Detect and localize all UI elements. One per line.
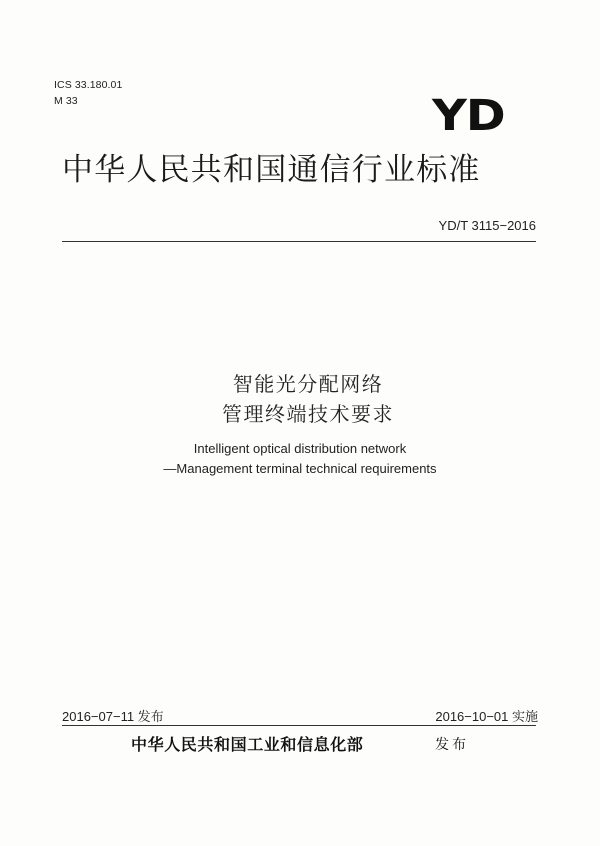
classification-code: M 33 (54, 95, 78, 107)
implementation-date: 2016−10−01 实施 (435, 709, 538, 724)
issue-date: 2016−07−11 发布 (62, 709, 164, 724)
ics-code: ICS 33.180.01 (54, 79, 123, 91)
yd-logo: YD (432, 91, 505, 141)
publish-label: 发布 (435, 737, 469, 753)
publisher-name: 中华人民共和国工业和信息化部 (131, 735, 364, 754)
document-title-en-line1: Intelligent optical distribution network (193, 441, 407, 456)
document-title-en-line2: —Management terminal technical requirements (163, 461, 437, 476)
standard-category-title: 中华人民共和国通信行业标准 (62, 152, 481, 188)
top-divider (62, 241, 536, 242)
bottom-divider (62, 725, 536, 726)
document-title-cn-line2: 管理终端技术要求 (222, 402, 394, 426)
standard-number: YD/T 3115−2016 (438, 218, 536, 233)
document-title-cn-line1: 智能光分配网络 (232, 372, 384, 396)
